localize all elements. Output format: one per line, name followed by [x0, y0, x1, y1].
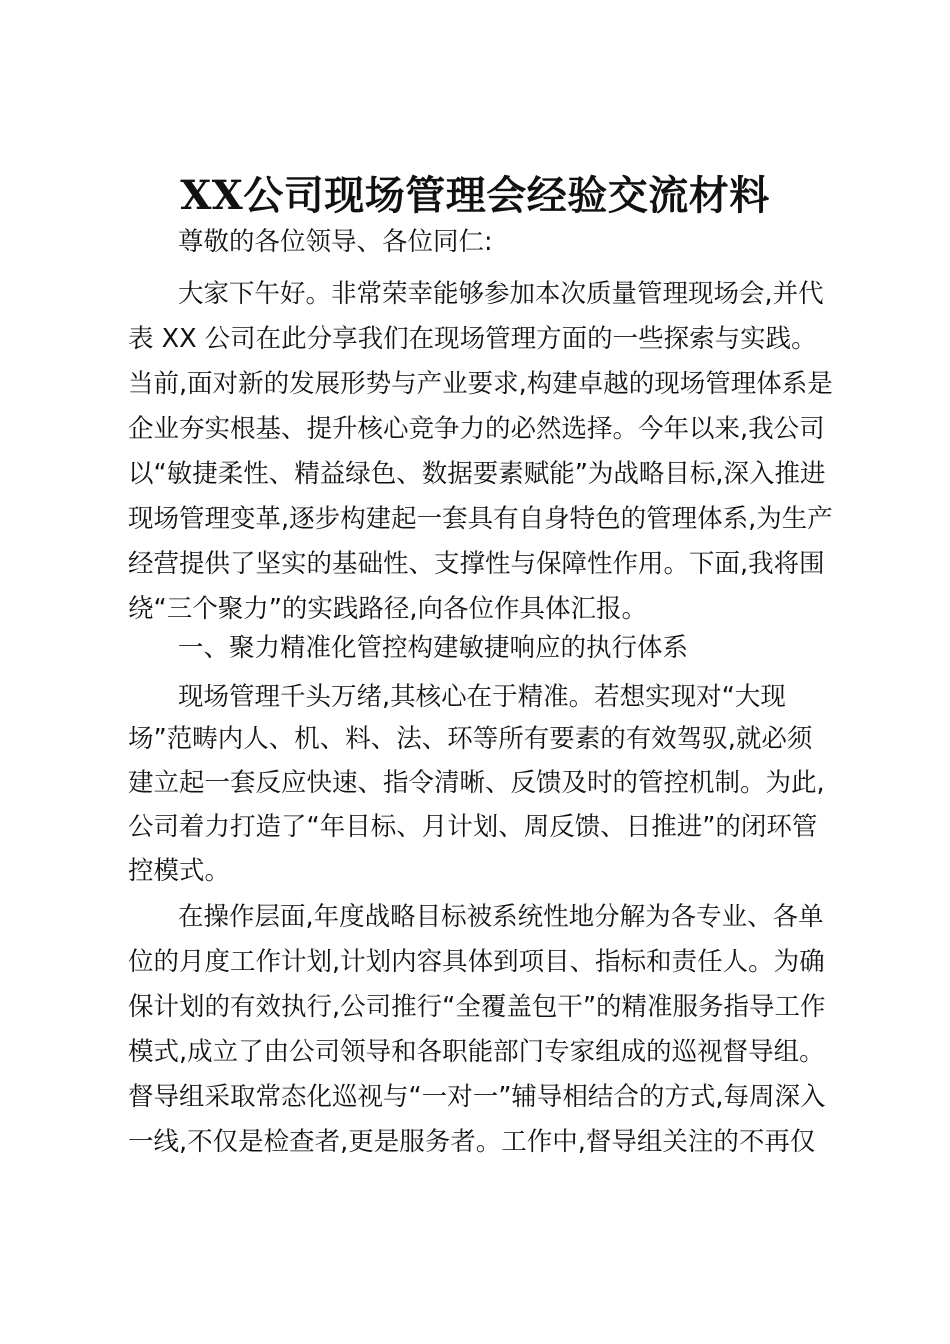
- paragraph-line: 场”范畴内人、机、料、法、环等所有要素的有效驾驭,就必须: [128, 724, 813, 754]
- salutation-line: 尊敬的各位领导、各位同仁:: [178, 227, 493, 257]
- paragraph-line: 一线,不仅是检查者,更是服务者。工作中,督导组关注的不再仅: [128, 1127, 816, 1157]
- paragraph-line: 绕“三个聚力”的实践路径,向各位作具体汇报。: [128, 594, 648, 624]
- paragraph-line: 以“敏捷柔性、精益绿色、数据要素赋能”为战略目标,深入推进: [128, 459, 826, 489]
- paragraph-line: 现场管理千头万绪,其核心在于精准。若想实现对“大现: [178, 682, 786, 712]
- paragraph-line: 现场管理变革,逐步构建起一套具有自身特色的管理体系,为生产: [128, 504, 833, 534]
- document-title: XX公司现场管理会经验交流材料: [180, 172, 770, 219]
- paragraph-line: 经营提供了坚实的基础性、支撑性与保障性作用。下面,我将围: [128, 549, 825, 579]
- paragraph-line: 当前,面对新的发展形势与产业要求,构建卓越的现场管理体系是: [128, 369, 833, 399]
- paragraph-line: 在操作层面,年度战略目标被系统性地分解为各专业、各单: [178, 902, 824, 932]
- paragraph-line: 模式,成立了由公司领导和各职能部门专家组成的巡视督导组。: [128, 1037, 825, 1067]
- paragraph-line: 公司着力打造了“年目标、月计划、周反馈、日推进”的闭环管: [128, 812, 818, 842]
- paragraph-line: 控模式。: [128, 856, 231, 886]
- paragraph-line: 督导组采取常态化巡视与“一对一”辅导相结合的方式,每周深入: [128, 1082, 826, 1112]
- paragraph-line: 建立起一套反应快速、指令清晰、反馈及时的管控机制。为此,: [128, 768, 825, 798]
- paragraph-line: 表 XX 公司在此分享我们在现场管理方面的一些探索与实践。: [128, 324, 817, 354]
- paragraph-line: 保计划的有效执行,公司推行“全覆盖包干”的精准服务指导工作: [128, 992, 826, 1022]
- section-heading: 一、聚力精准化管控构建敏捷响应的执行体系: [178, 633, 689, 663]
- paragraph-line: 企业夯实根基、提升核心竞争力的必然选择。今年以来,我公司: [128, 414, 825, 444]
- paragraph-line: 位的月度工作计划,计划内容具体到项目、指标和责任人。为确: [128, 947, 825, 977]
- paragraph-line: 大家下午好。非常荣幸能够参加本次质量管理现场会,并代: [178, 279, 824, 309]
